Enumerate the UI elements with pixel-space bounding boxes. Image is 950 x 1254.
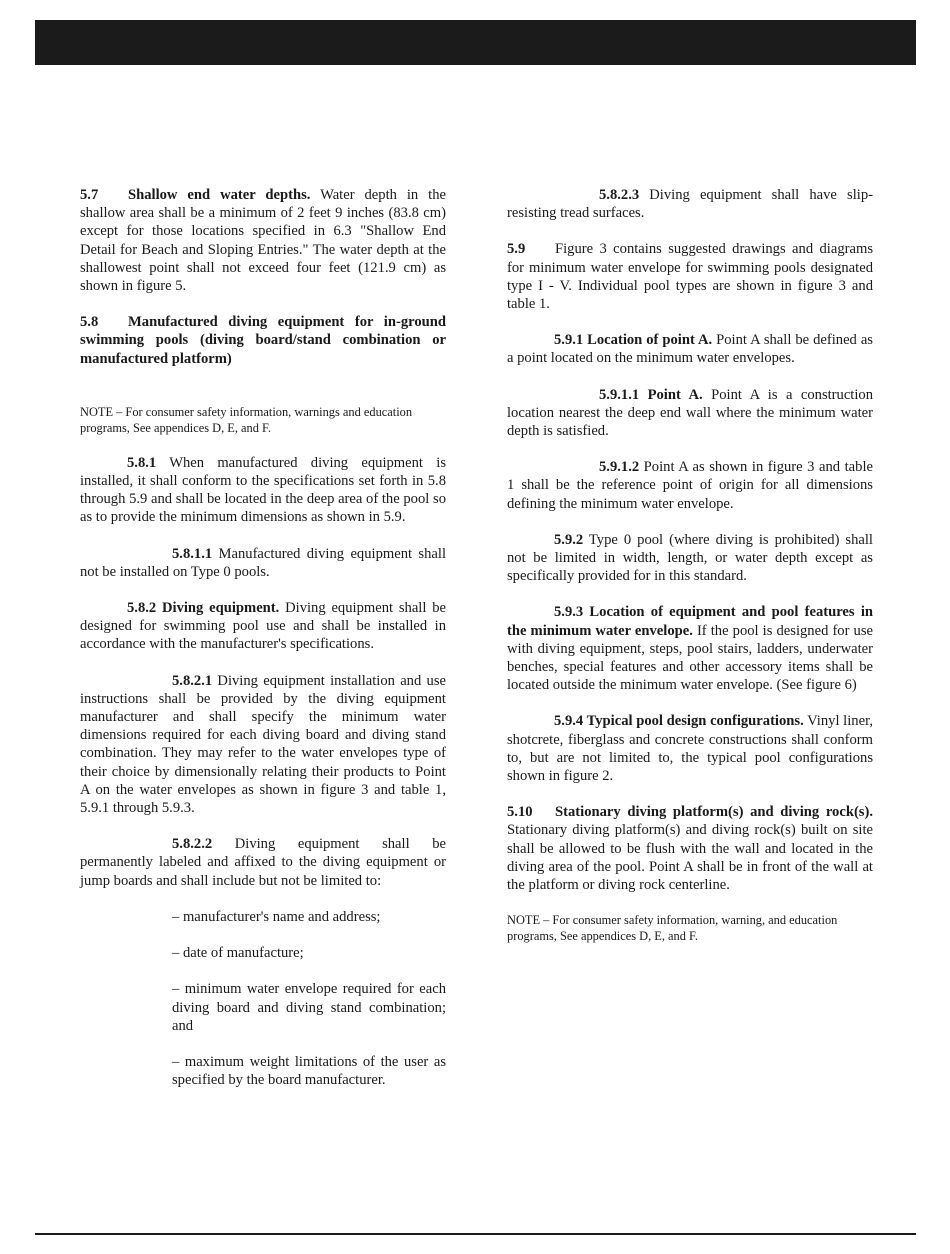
section-5-9-1-1: 5.9.1.1 Point A. Point A is a construction location nearest the deep end wall where the minimum water depth is satisfied.: [507, 386, 874, 440]
section-5-9: 5.9 Figure 3 contains suggested drawings and diagrams for minimum water envelope for swimming pools designated type I - V. Individual pool types are shown in figure 3 and table 1.: [507, 241, 873, 313]
section-5-10: 5.10 Stationary diving platform(s) and diving rock(s). Stationary diving platform(s) and diving rock(s) built on site shall be allowed to be flush with the wall and located in the diving area of the pool. Point A shall be in front of the wall at the platform or diving rock centerline.: [507, 804, 873, 894]
header-bar: [35, 20, 916, 65]
list-item: – date of manufacture;: [172, 945, 304, 962]
section-5-9-2: 5.9.2 Type 0 pool (where diving is prohibited) shall not be limited in width, length, or water depth except as specifically provided for in this standard.: [507, 531, 873, 585]
section-5-8-2: 5.8.2 Diving equipment. Diving equipment shall be designed for swimming pool use and shall be installed in accordance with the manufacturer's specifications.: [80, 600, 446, 653]
section-5-8-1: 5.8.1 When manufactured diving equipment is installed, it shall conform to the specifications set forth in 5.8 through 5.9 and shall be located in the deep area of the pool so as to provide the minimum dimensions as shown in 5.9.: [80, 454, 446, 526]
section-5-8-2-2: 5.8.2.2 Diving equipment shall be permanently labeled and affixed to the diving equipment or jump boards and shall include but not be limited to:: [80, 836, 446, 889]
section-5-7: 5.7 Shallow end water depths. Water depth in the shallow area shall be a minimum of 2 feet 9 inches (83.8 cm) except for those locations specified in 6.3 "Shallow End Detail for Beach and Sloping Entries." The water depth at the shallowest point shall not exceed four feet (121.9 cm) as shown in figure 5.: [80, 187, 446, 295]
list-item: – maximum weight limitations of the user as specified by the board manufacturer.: [172, 1053, 446, 1089]
section-5-8-1-1: 5.8.1.1 Manufactured diving equipment shall not be installed on Type 0 pools.: [80, 545, 446, 580]
list-item: – minimum water envelope required for each diving board and diving stand combination; and: [172, 981, 446, 1034]
right-column: [507, 186, 873, 944]
section-5-9-3: 5.9.3 Location of equipment and pool features in the minimum water envelope. If the pool is designed for use with diving equipment, steps, pool stairs, ladders, underwater benches, special features and other accessory items shall be located outside the minimum water envelope. (See figure 6): [507, 604, 873, 694]
section-5-9-4: 5.9.4 Typical pool design configurations. Vinyl liner, shotcrete, fiberglass and concrete constructions shall conform to, but are not limited to, the typical pool configurations shown in figure 2.: [507, 713, 873, 785]
list-item: – manufacturer's name and address;: [172, 908, 381, 925]
section-5-9-1: 5.9.1 Location of point A. Point A shall be defined as a point located on the minimum water envelopes.: [507, 332, 873, 367]
section-5-9-1-2: 5.9.1.2 Point A as shown in figure 3 and table 1 shall be the reference point of origin for all dimensions defining the minimum water envelope.: [507, 459, 873, 512]
left-column: [80, 186, 446, 1089]
section-5-8-2-1: 5.8.2.1 Diving equipment installation and use instructions shall be provided by the diving equipment manufacturer and shall specify the minimum water dimensions required for each diving board and diving stand combination. They may refer to the water envelopes type of their choice by dimensionally relating their products to Point A on the water envelopes as shown in figure 3 and table 1, 5.9.1 through 5.9.3.: [80, 672, 446, 817]
note-1: NOTE – For consumer safety information, warnings and education programs, See appendices D, E, and F.: [80, 404, 413, 435]
footer-rule: [35, 1233, 916, 1235]
section-5-8-2-3: 5.8.2.3 Diving equipment shall have slip-resisting tread surfaces.: [507, 187, 873, 222]
section-5-8: 5.8 Manufactured diving equipment for in-ground swimming pools (diving board/stand combination or manufactured platform): [80, 314, 446, 367]
note-2: NOTE – For consumer safety information, warning, and education programs, See appendices D, E, and F.: [507, 913, 838, 944]
